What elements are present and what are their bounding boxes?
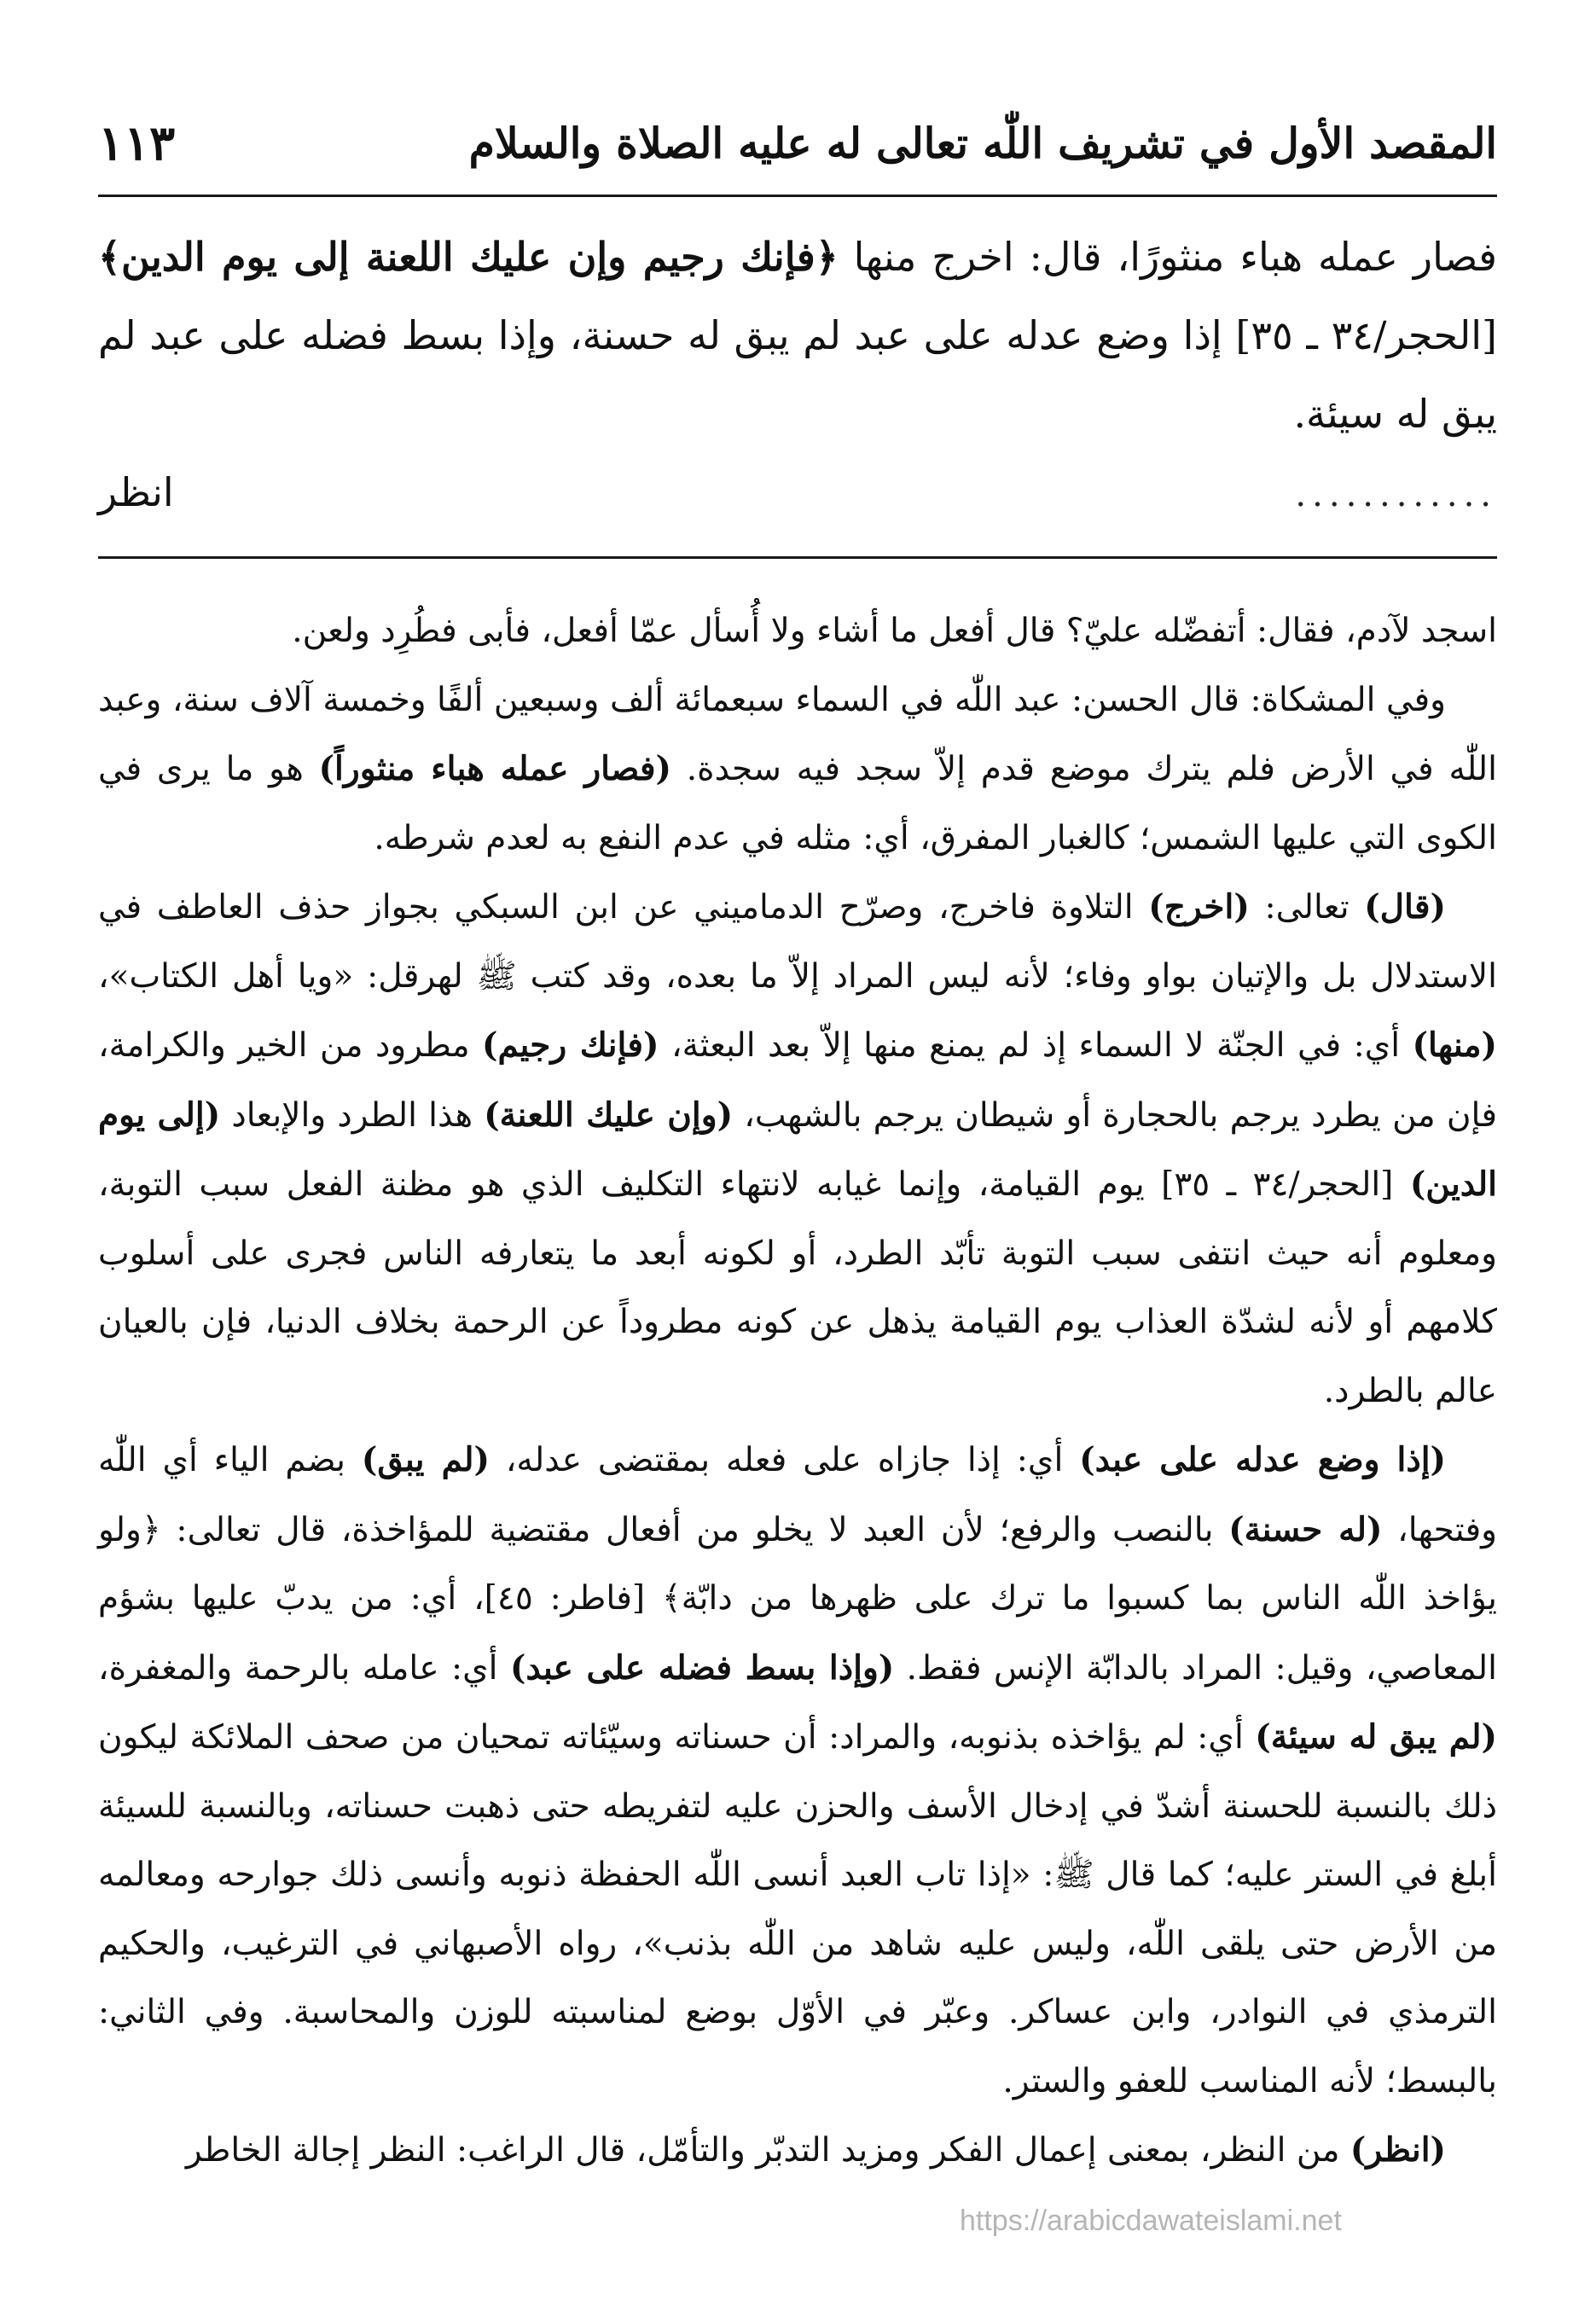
continuation-dots: ............ bbox=[1295, 475, 1497, 514]
quoted-matn-phrase: (وإذا بسط فضله على عبد) bbox=[509, 1647, 895, 1688]
commentary-text: التلاوة فاخرج، وصرّح الدماميني عن ابن السبكي بجواز حذف العاطف في الاستدلال بل والإتيان بواو وفاء؛ لأنه ليس المراد إلاّ ما بعده، وقد كتب ﷺ لهرقل: «ويا أهل الكتاب»، bbox=[98, 888, 1497, 996]
quoted-matn-phrase: (إلى يوم الدين) bbox=[98, 1095, 1497, 1204]
matn-divider bbox=[98, 556, 1497, 559]
matn-text-start: فصار عمله هباء منثورًا، قال: اخرج منها bbox=[838, 234, 1498, 280]
commentary-paragraph bbox=[98, 873, 1497, 1426]
quoted-matn-phrase: (فصار عمله هباء منثوراً) bbox=[318, 749, 671, 788]
quoted-matn-phrase: (له حسنة) bbox=[1228, 1509, 1383, 1549]
quoted-matn-phrase: (قال) bbox=[1364, 887, 1446, 927]
quoted-matn-phrase: (إذا وضع عدله على عبد) bbox=[1079, 1440, 1446, 1479]
quoted-matn-phrase: (منها) bbox=[1412, 1025, 1497, 1065]
commentary-text: أي: لم يؤاخذه بذنوبه، والمراد: أن حسناته وسيّئاته تمحيان من صحف الملائكة ليكون ذلك بالنسبة للحسنة أشدّ في إدخال الأسف والحزن عليه لتفريطه حتى ذهبت حسناته، وبالنسبة للسيئة أبلغ في الستر عليه؛ كما قال ﷺ: «إذا تاب العبد أنسى اللّٰه الحفظة ذنوبه وأنسى ذلك جوارحه ومعالمه من الأرض حتى يلقى اللّٰه، وليس عليه شاهد من اللّٰه بذنب»، رواه الأصبهاني في الترغيب، والحكيم الترمذي في النوادر، وابن عساكر. وعبّر في الأوّل بوضع لمناسبته للوزن والمحاسبة. وفي الثاني: بالبسط؛ لأنه المناسب للعفو والستر. bbox=[98, 1718, 1497, 2100]
quoted-matn-phrase: (اخرج) bbox=[1148, 887, 1250, 927]
commentary-paragraph bbox=[98, 597, 1497, 666]
watermark: https://arabicdawateislami.net bbox=[960, 2205, 1342, 2237]
quoted-matn-phrase: (لم يبق) bbox=[361, 1440, 490, 1479]
page-header bbox=[98, 101, 1497, 186]
commentary-text: [الحجر/٣٤ ـ ٣٥] يوم القيامة، وإنما غيابه لانتهاء التكليف الذي هو مظنة الفعل سبب التوبة، ومعلوم أنه حيث انتفى سبب التوبة تأبّد الطرد، أو لكونه أبعد ما يتعارفه الناس فجرى على أسلوب كلامهم أو لأنه لشدّة العذاب يوم القيامة يذهل عن كونه مطروداً عن الرحمة بخلاف الدنيا، فإن بالعيان عالم بالطرد. bbox=[98, 1165, 1497, 1410]
commentary-paragraph bbox=[98, 1426, 1497, 2116]
matn-text-end: [الحجر/٣٤ ـ ٣٥] إذا وضع عدله على عبد لم يبق له حسنة، وإذا بسط فضله على عبد لم يبق له سيئة. bbox=[98, 312, 1497, 437]
commentary-paragraph bbox=[98, 666, 1497, 874]
quoted-matn-phrase: (انظر) bbox=[1350, 2130, 1446, 2170]
commentary-text: هو ما يرى في الكوى التي عليها الشمس؛ كالغبار المفرق، أي: مثله في عدم النفع به لعدم شرطه. bbox=[98, 750, 1497, 857]
commentary-text: أي: عامله بالرحمة والمغفرة، bbox=[98, 1648, 510, 1688]
matn-paragraph bbox=[98, 218, 1497, 453]
continuation-word: انظر bbox=[98, 469, 174, 515]
quoted-matn-phrase: (فإنك رجيم) bbox=[482, 1025, 659, 1065]
quoted-matn-phrase: (لم يبق له سيئة) bbox=[1255, 1717, 1497, 1757]
commentary-text: أي: إذا جازاه على فعله بمقتضى عدله، bbox=[489, 1441, 1080, 1479]
commentary-text: بضم الياء أي اللّٰه وفتحها، bbox=[98, 1441, 1498, 1549]
commentary-text: وفي المشكاة: قال الحسن: عبد اللّٰه في السماء سبعمائة ألف وسبعين ألفًا وخمسة آلاف سنة، وعبد اللّٰه في الأرض فلم يترك موضع قدم إلاّ سجد فيه سجدة. bbox=[98, 680, 1498, 788]
continuation-line bbox=[98, 453, 1497, 534]
page-number: ١١٣ bbox=[98, 115, 176, 171]
matn-quran-verse: ﴿فإنك رجيم وإن عليك اللعنة إلى يوم الدين﴾ bbox=[98, 234, 839, 280]
commentary-text: اسجد لآدم، فقال: أتفضّله عليّ؟ قال أفعل ما أشاء ولا أُسأل عمّا أفعل، فأبى فطُرِد ولعن. bbox=[292, 612, 1497, 650]
commentary-text: من النظر، بمعنى إعمال الفكر ومزيد التدبّر والتأمّل، قال الراغب: النظر إجالة الخاطر bbox=[185, 2131, 1350, 2170]
commentary-paragraph bbox=[98, 2116, 1497, 2186]
commentary-text: أي: في الجنّة لا السماء إذ لم يمنع منها إلاّ بعد البعثة، bbox=[659, 1026, 1413, 1065]
commentary-block bbox=[98, 597, 1497, 2186]
commentary-text: هذا الطرد والإبعاد bbox=[220, 1095, 485, 1135]
header-divider bbox=[98, 195, 1497, 197]
matn-block bbox=[98, 218, 1497, 534]
commentary-text: بالنصب والرفع؛ لأن العبد لا يخلو من أفعال مقتضية للمؤاخذة، قال تعالى: ﴿ولو يؤاخذ اللّٰه الناس بما كسبوا ما ترك على ظهرها من دابّة﴾ [فاطر: ٤٥]، أي: من يدبّ عليها بشؤم المعاصي، وقيل: المراد بالدابّة الإنس فقط. bbox=[98, 1510, 1497, 1688]
quoted-matn-phrase: (وإن عليك اللعنة) bbox=[484, 1095, 734, 1135]
commentary-text: تعالى: bbox=[1249, 888, 1365, 927]
running-title: المقصد الأول في تشريف اللّٰه تعالى له عليه الصلاة والسلام bbox=[468, 119, 1497, 168]
commentary-text: مطرود من الخير والكرامة، فإن من يطرد يرجم بالحجارة أو شيطان يرجم بالشهب، bbox=[98, 1026, 1498, 1135]
